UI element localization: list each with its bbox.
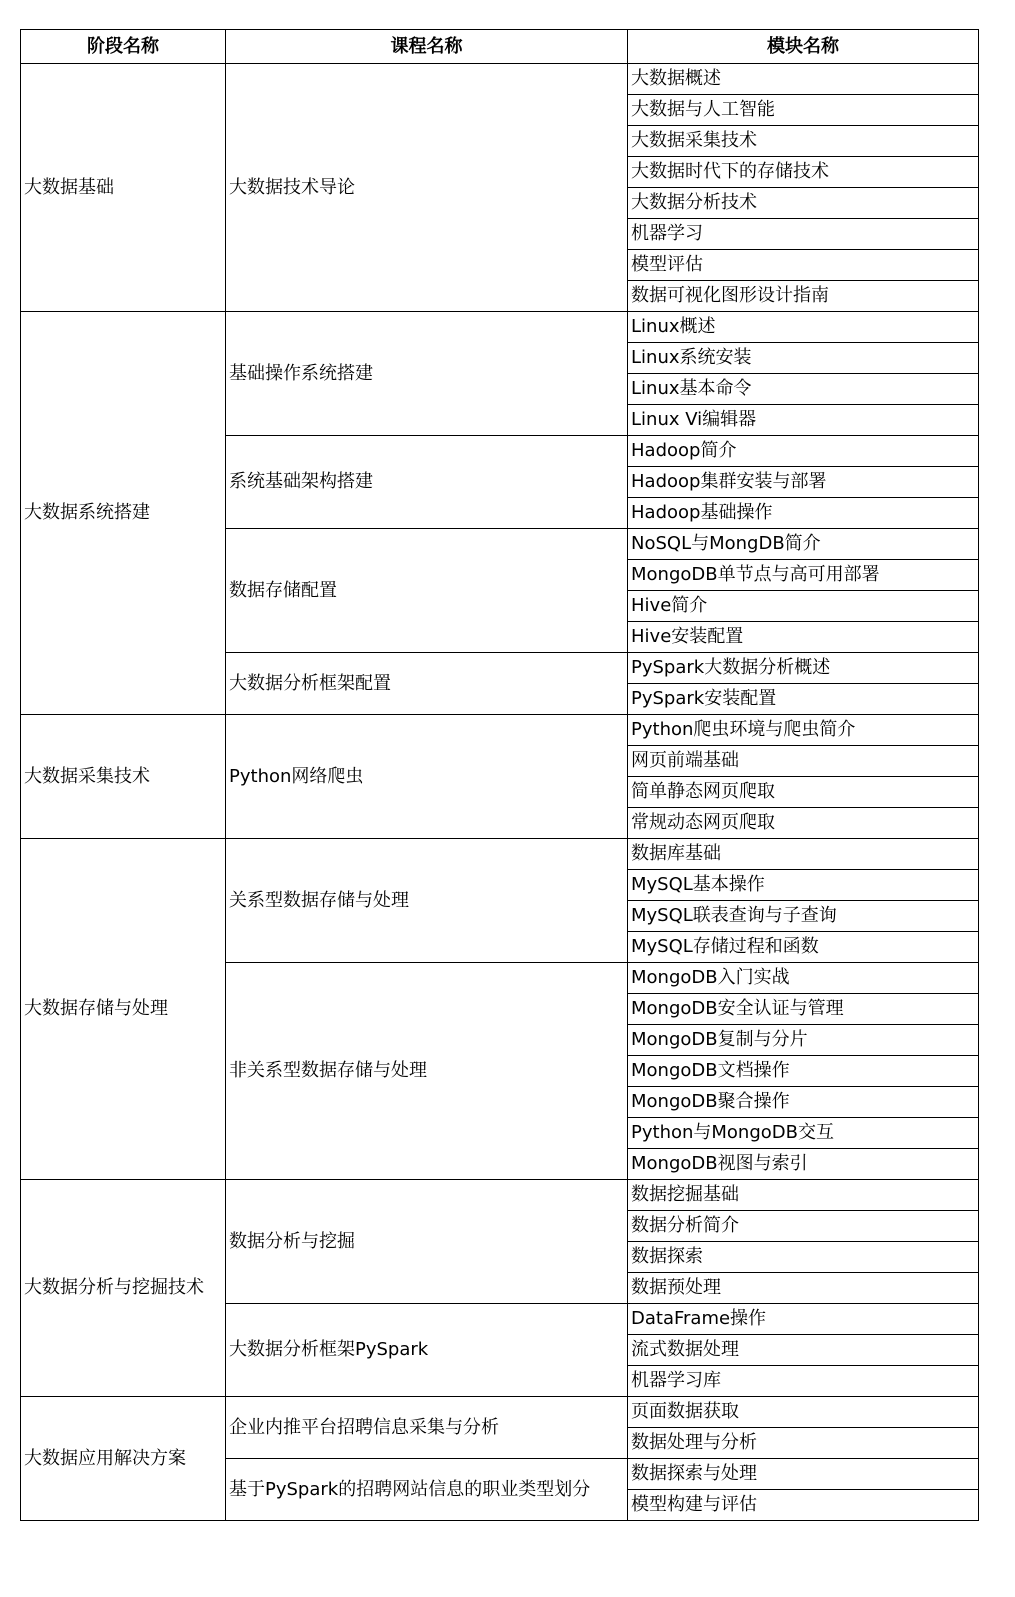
course-cell: 大数据分析框架PySpark [226, 1304, 628, 1397]
course-cell: 系统基础架构搭建 [226, 436, 628, 529]
module-cell: MySQL联表查询与子查询 [628, 901, 979, 932]
header-course: 课程名称 [226, 30, 628, 64]
module-cell: MongoDB文档操作 [628, 1056, 979, 1087]
module-cell: DataFrame操作 [628, 1304, 979, 1335]
module-cell: PySpark安装配置 [628, 684, 979, 715]
module-cell: 简单静态网页爬取 [628, 777, 979, 808]
course-cell: Python网络爬虫 [226, 715, 628, 839]
module-cell: 大数据分析技术 [628, 188, 979, 219]
module-cell: Hive安装配置 [628, 622, 979, 653]
table-row [21, 839, 979, 870]
module-cell: MongoDB复制与分片 [628, 1025, 979, 1056]
module-cell: 常规动态网页爬取 [628, 808, 979, 839]
stage-cell: 大数据系统搭建 [21, 312, 226, 715]
module-cell: Hadoop简介 [628, 436, 979, 467]
table-row [21, 312, 979, 343]
stage-cell: 大数据分析与挖掘技术 [21, 1180, 226, 1397]
module-cell: 页面数据获取 [628, 1397, 979, 1428]
course-cell: 数据存储配置 [226, 529, 628, 653]
stage-cell: 大数据应用解决方案 [21, 1397, 226, 1521]
module-cell: 数据库基础 [628, 839, 979, 870]
module-cell: 数据挖掘基础 [628, 1180, 979, 1211]
module-cell: MongoDB单节点与高可用部署 [628, 560, 979, 591]
module-cell: MongoDB聚合操作 [628, 1087, 979, 1118]
header-stage: 阶段名称 [21, 30, 226, 64]
module-cell: 模型构建与评估 [628, 1490, 979, 1521]
module-cell: Hive简介 [628, 591, 979, 622]
module-cell: MongoDB入门实战 [628, 963, 979, 994]
module-cell: 大数据时代下的存储技术 [628, 157, 979, 188]
module-cell: MySQL存储过程和函数 [628, 932, 979, 963]
table-body [21, 64, 979, 1521]
module-cell: 机器学习库 [628, 1366, 979, 1397]
curriculum-table-wrapper [20, 29, 978, 1521]
module-cell: 大数据与人工智能 [628, 95, 979, 126]
module-cell: Hadoop集群安装与部署 [628, 467, 979, 498]
module-cell: 数据可视化图形设计指南 [628, 281, 979, 312]
table-row [21, 64, 979, 95]
header-module: 模块名称 [628, 30, 979, 64]
table-row [21, 715, 979, 746]
module-cell: Python与MongoDB交互 [628, 1118, 979, 1149]
module-cell: Linux Vi编辑器 [628, 405, 979, 436]
module-cell: NoSQL与MongDB简介 [628, 529, 979, 560]
course-cell: 企业内推平台招聘信息采集与分析 [226, 1397, 628, 1459]
header-row [21, 30, 979, 64]
module-cell: 数据预处理 [628, 1273, 979, 1304]
course-cell: 关系型数据存储与处理 [226, 839, 628, 963]
course-cell: 非关系型数据存储与处理 [226, 963, 628, 1180]
module-cell: 大数据采集技术 [628, 126, 979, 157]
module-cell: Hadoop基础操作 [628, 498, 979, 529]
module-cell: 大数据概述 [628, 64, 979, 95]
course-cell: 数据分析与挖掘 [226, 1180, 628, 1304]
module-cell: 流式数据处理 [628, 1335, 979, 1366]
course-cell: 大数据分析框架配置 [226, 653, 628, 715]
module-cell: 数据分析简介 [628, 1211, 979, 1242]
curriculum-table [20, 29, 979, 1521]
module-cell: Python爬虫环境与爬虫简介 [628, 715, 979, 746]
module-cell: MongoDB安全认证与管理 [628, 994, 979, 1025]
course-cell: 基础操作系统搭建 [226, 312, 628, 436]
module-cell: MySQL基本操作 [628, 870, 979, 901]
table-row [21, 1397, 979, 1428]
module-cell: PySpark大数据分析概述 [628, 653, 979, 684]
module-cell: 数据探索与处理 [628, 1459, 979, 1490]
stage-cell: 大数据采集技术 [21, 715, 226, 839]
module-cell: Linux概述 [628, 312, 979, 343]
course-cell: 大数据技术导论 [226, 64, 628, 312]
stage-cell: 大数据存储与处理 [21, 839, 226, 1180]
module-cell: 机器学习 [628, 219, 979, 250]
course-cell: 基于PySpark的招聘网站信息的职业类型划分 [226, 1459, 628, 1521]
stage-cell: 大数据基础 [21, 64, 226, 312]
module-cell: 数据探索 [628, 1242, 979, 1273]
module-cell: Linux系统安装 [628, 343, 979, 374]
module-cell: MongoDB视图与索引 [628, 1149, 979, 1180]
module-cell: Linux基本命令 [628, 374, 979, 405]
module-cell: 网页前端基础 [628, 746, 979, 777]
table-row [21, 1180, 979, 1211]
module-cell: 数据处理与分析 [628, 1428, 979, 1459]
module-cell: 模型评估 [628, 250, 979, 281]
